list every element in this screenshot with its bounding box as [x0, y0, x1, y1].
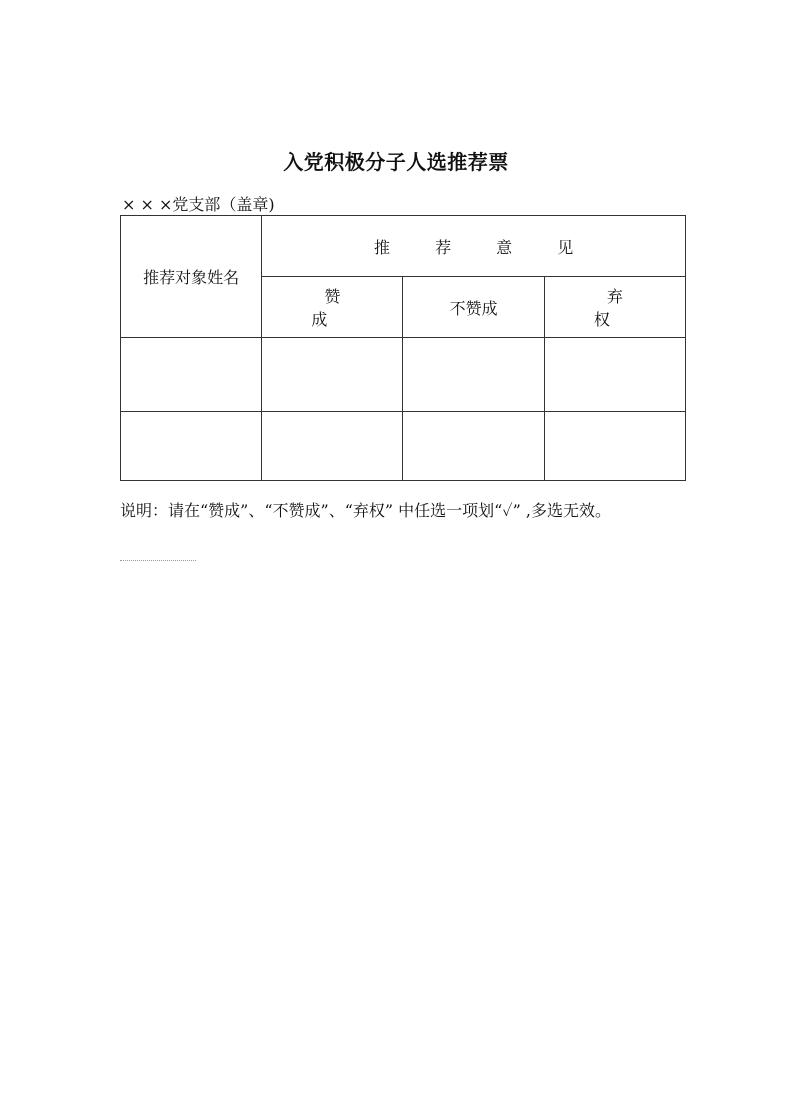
approve-cell[interactable] — [262, 338, 403, 412]
table-row — [121, 338, 686, 412]
table-row — [121, 412, 686, 481]
dotted-divider — [120, 560, 196, 561]
recommendation-table — [120, 215, 686, 481]
disapprove-cell[interactable] — [403, 412, 544, 481]
name-header: 推荐对象姓名 — [143, 268, 240, 287]
disapprove-header-cell — [403, 277, 544, 338]
approve-header: 赞 成 — [311, 287, 367, 329]
ballot-title: 入党积极分子人选推荐票 — [283, 150, 509, 174]
disapprove-cell[interactable] — [403, 338, 544, 412]
abstain-header-cell — [544, 277, 685, 338]
abstain-cell[interactable] — [544, 412, 685, 481]
opinion-header: 推 荐 意 见 — [373, 237, 594, 257]
party-branch-stamp-line: × × ×党支部（盖章) — [122, 195, 275, 214]
abstain-cell[interactable] — [544, 338, 685, 412]
instruction-note: 说明：请在“赞成”、“不赞成”、“弃权” 中任选一项划“✓” ,多选无效。 — [120, 501, 612, 520]
candidate-name-cell[interactable] — [121, 338, 262, 412]
name-header-cell — [121, 216, 262, 338]
approve-header-cell — [262, 277, 403, 338]
approve-cell[interactable] — [262, 412, 403, 481]
opinion-header-cell — [262, 216, 686, 277]
abstain-header: 弃 权 — [593, 287, 649, 329]
disapprove-header: 不赞成 — [449, 298, 498, 318]
candidate-name-cell[interactable] — [121, 412, 262, 481]
